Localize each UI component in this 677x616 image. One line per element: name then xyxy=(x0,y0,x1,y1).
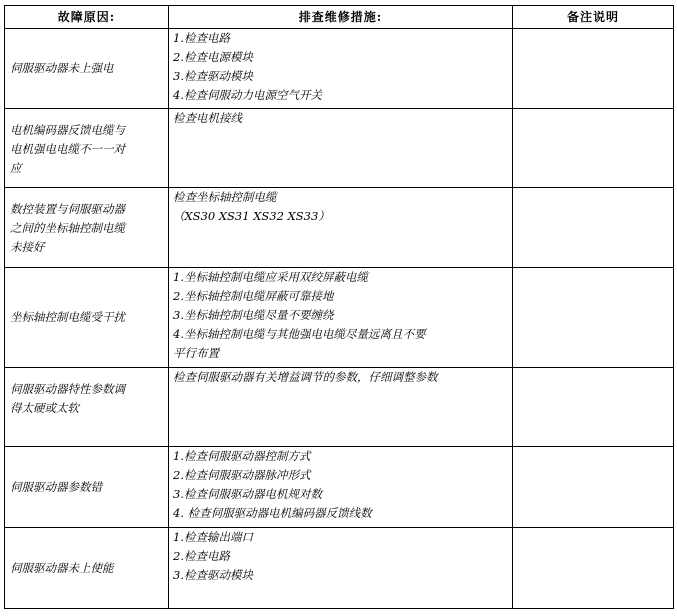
fault-cause-line: 应 xyxy=(10,161,22,175)
fault-cause-cell xyxy=(5,447,169,528)
fault-cause-line: 电机强电电缆不一一对 xyxy=(10,142,125,156)
repair-measure-line: 1.检查伺服驱动器控制方式 xyxy=(173,449,311,463)
remark-cell xyxy=(513,109,674,188)
repair-measure-cell xyxy=(169,528,513,609)
fault-cause-line: 伺服驱动器未上强电 xyxy=(10,61,114,75)
table-row xyxy=(5,109,674,188)
fault-cause-cell xyxy=(5,368,169,447)
fault-cause-cell xyxy=(5,268,169,368)
repair-measure-line: 检查坐标轴控制电缆 xyxy=(173,190,277,204)
repair-measure-cell xyxy=(169,268,513,368)
table-body xyxy=(5,29,674,609)
repair-measure-cell xyxy=(169,368,513,447)
repair-measure-line: 2.坐标轴控制电缆屏蔽可靠接地 xyxy=(173,289,334,303)
header-measure: 排查维修措施: xyxy=(169,6,513,29)
repair-measure-line: 2.检查伺服驱动器脉冲形式 xyxy=(173,468,311,482)
table-row xyxy=(5,268,674,368)
fault-cause-cell xyxy=(5,29,169,109)
remark-cell xyxy=(513,29,674,109)
fault-cause-line: 伺服驱动器未上使能 xyxy=(10,560,114,575)
remark-cell xyxy=(513,368,674,447)
remark-cell xyxy=(513,447,674,528)
repair-measure-cell xyxy=(169,188,513,268)
repair-measure-line: 2.检查电源模块 xyxy=(173,50,253,64)
repair-measure-line: 4. 检查伺服驱动器电机编码器反馈线数 xyxy=(173,506,372,520)
table-row xyxy=(5,528,674,609)
fault-cause-line: 得太硬或太软 xyxy=(10,401,79,415)
repair-measure-line: 3.坐标轴控制电缆尽量不要缠绕 xyxy=(173,308,334,322)
repair-measure-line: 平行布置 xyxy=(173,346,219,360)
header-cause: 故障原因: xyxy=(5,6,169,29)
table-row xyxy=(5,368,674,447)
fault-cause-line: 坐标轴控制电缆受干扰 xyxy=(10,310,125,324)
repair-measure-line: （XS30 XS31 XS32 XS33） xyxy=(173,209,330,223)
repair-measure-cell xyxy=(169,29,513,109)
fault-cause-line: 未接好 xyxy=(10,240,45,254)
repair-measure-cell xyxy=(169,447,513,528)
repair-measure-line: 1.检查电路 xyxy=(173,31,230,45)
fault-cause-line: 电机编码器反馈电缆与 xyxy=(10,123,125,137)
repair-measure-cell xyxy=(169,109,513,188)
fault-cause-cell xyxy=(5,528,169,609)
fault-cause-line: 数控装置与伺服驱动器 xyxy=(10,202,125,216)
table-row xyxy=(5,188,674,268)
repair-measure-line: 3.检查驱动模块 xyxy=(173,568,253,582)
repair-measure-line: 检查电机接线 xyxy=(173,111,242,125)
header-row xyxy=(5,6,674,29)
repair-measure-line: 检查伺服驱动器有关增益调节的参数，仔细调整参数 xyxy=(173,370,438,384)
repair-measure-line: 2.检查电路 xyxy=(173,549,230,563)
fault-troubleshooting-table xyxy=(4,5,674,609)
remark-cell xyxy=(513,268,674,368)
remark-cell xyxy=(513,528,674,609)
header-remark: 备注说明 xyxy=(513,6,674,29)
repair-measure-line: 3.检查驱动模块 xyxy=(173,69,253,83)
fault-cause-line: 之间的坐标轴控制电缆 xyxy=(10,221,125,235)
fault-cause-line: 伺服驱动器参数错 xyxy=(10,479,102,494)
fault-cause-line: 伺服驱动器特性参数调 xyxy=(10,382,125,396)
repair-measure-line: 1.坐标轴控制电缆应采用双绞屏蔽电缆 xyxy=(173,270,368,284)
repair-measure-line: 4.坐标轴控制电缆与其他强电电缆尽量远离且不要 xyxy=(173,327,426,341)
repair-measure-line: 4.检查伺服动力电源空气开关 xyxy=(173,88,322,102)
table-row xyxy=(5,29,674,109)
repair-measure-line: 1.检查输出端口 xyxy=(173,530,253,544)
remark-cell xyxy=(513,188,674,268)
table-row xyxy=(5,447,674,528)
repair-measure-line: 3.检查伺服驱动器电机规对数 xyxy=(173,487,322,501)
fault-cause-cell xyxy=(5,188,169,268)
fault-cause-cell xyxy=(5,109,169,188)
